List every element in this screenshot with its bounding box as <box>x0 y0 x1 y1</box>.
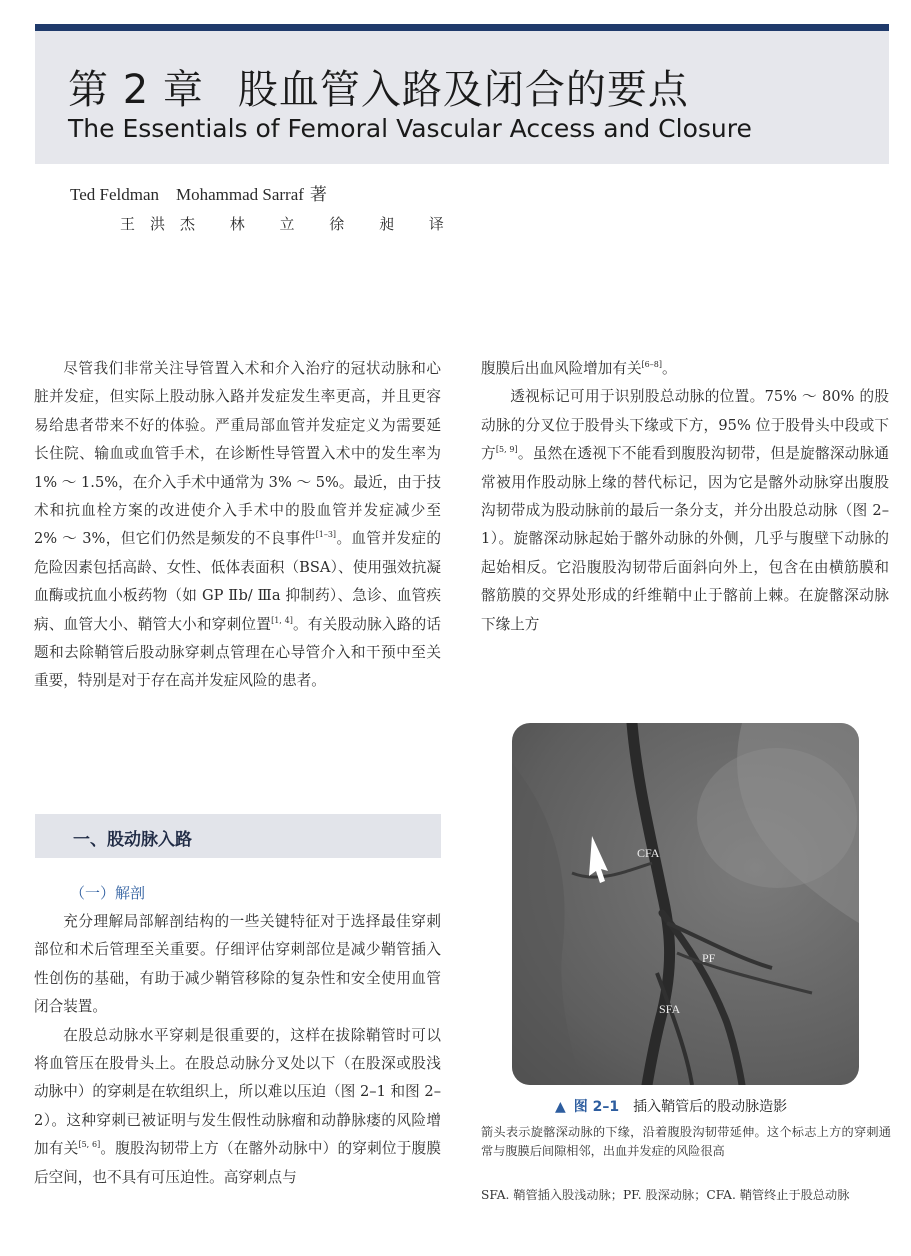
caption-title: 插入鞘管后的股动脉造影 <box>633 1099 788 1115</box>
cont-text: 腹膜后出血风险增加有关 <box>481 360 642 377</box>
paragraph-4 <box>481 383 889 639</box>
citation: [5, 6] <box>78 1140 101 1150</box>
p4-text-b: 。虽然在透视下不能看到腹股沟韧带，但是旋髂深动脉通常被用作股动脉上缘的替代标记，因为它是髂外动脉穿出腹股沟韧带成为股动脉前的最后一条分支，并分出股总动脉（图 2–1）。旋髂深动脉起始于髂外动脉的外侧，几乎与腹壁下动脉的起始相反。它沿腹股沟韧带后面斜向外上，包含在由横筋膜和髂筋膜的交界处形成的纤维鞘中止于髂前上棘。在旋髂深动脉下缘上方 <box>481 445 889 633</box>
left-column-bottom <box>34 908 441 1192</box>
p1-text-b: 。血管并发症的危险因素包括高龄、女性、低体表面积（BSA）、使用强效抗凝血酶或抗血小板药物（如 GP Ⅱb/ Ⅲa 抑制药）、急诊、血管疾病、血管大小、鞘管大小和穿刺位置 <box>34 530 441 633</box>
paragraph-1 <box>34 355 441 696</box>
p1-text-c: 。有关股动脉入路的话题和去除鞘管后股动脉穿刺点管理在心导管介入和干预中至关重要，特别是对于存在高并发症风险的患者。 <box>34 615 441 690</box>
citation: [1–3] <box>315 530 337 540</box>
caption-number: 图 2–1 <box>573 1099 620 1115</box>
chapter-title-cn <box>68 58 689 115</box>
paragraph-2: 充分理解局部解剖结构的一些关键特征对于选择最佳穿刺部位和术后管理至关重要。仔细评估穿刺部位是减少鞘管插入性创伤的基础，有助于减少鞘管移除的复杂性和安全使用血管闭合装置。 <box>34 913 441 1016</box>
subsection-heading: （一）解剖 <box>70 884 146 902</box>
label-cfa: CFA <box>637 846 660 860</box>
angiogram-image <box>512 723 859 1085</box>
label-pf: PF <box>702 951 716 965</box>
header-rule <box>35 24 889 31</box>
p3-text-b: 。腹股沟韧带上方（在髂外动脉中）的穿刺位于腹膜后空间，也不具有可压迫性。高穿刺点与 <box>34 1140 441 1186</box>
translators: 王洪杰 林 立 徐 昶 译 <box>120 215 459 233</box>
figure-note-2: SFA. 鞘管插入股浅动脉；PF. 股深动脉；CFA. 鞘管终止于股总动脉 <box>481 1188 850 1202</box>
cont-end: 。 <box>661 360 677 377</box>
citation: [1, 4] <box>271 615 293 625</box>
paragraph-continued <box>481 355 889 383</box>
p4-text-a: 透视标记可用于识别股总动脉的位置。75% ～ 80% 的股动脉的分叉位于股骨头下缘或下方，95% 位于股骨头中段或下方 <box>481 388 889 463</box>
chapter-number: 第 2 章 <box>68 67 204 113</box>
p1-text-a: 尽管我们非常关注导管置入术和介入治疗的冠状动脉和心脏并发症，但实际上股动脉入路并发症发生率更高，并且更容易给患者带来不好的体验。严重局部血管并发症定义为需要延长住院、输血或血管手术，在诊断性导管置入术中的发生率为 1% ～ 1.5%，在介入手术中通常为 3% ～ 5%。最近，由于技术和抗血栓方案的改进使介入手术中的股血管并发症减少至 2% ～ 3%，但它们仍然是频发的不良事件 <box>34 360 442 548</box>
left-column-top <box>34 355 441 696</box>
label-sfa: SFA <box>659 1002 681 1016</box>
citation: [6–8] <box>641 360 662 369</box>
paragraph-3 <box>34 1022 441 1192</box>
right-column <box>481 355 889 639</box>
caption-triangle-icon: ▲ <box>555 1099 566 1115</box>
chapter-title-text: 股血管入路及闭合的要点 <box>237 67 689 113</box>
author-names: Ted Feldman Mohammad Sarraf <box>70 185 304 204</box>
p3-text-a: 在股总动脉水平穿刺是很重要的，这样在拔除鞘管时可以将血管压在股骨头上。在股总动脉分叉处以下（在股深或股浅动脉中）的穿刺是在软组织上，所以难以压迫（图 2–1 和图 2–2）。这种穿刺已被证明与发生假性动脉瘤和动静脉瘘的风险增加有关 <box>34 1026 441 1158</box>
author-mark: 著 <box>309 185 327 205</box>
chapter-title-en: The Essentials of Femoral Vascular Access and Closure <box>68 114 752 143</box>
angiogram-drawing <box>512 723 859 1085</box>
section-title: 一、股动脉入路 <box>73 830 192 850</box>
figure-caption <box>555 1096 787 1116</box>
section-heading <box>35 814 441 858</box>
figure-note-1: 箭头表示旋髂深动脉的下缘，沿着腹股沟韧带延伸。这个标志上方的穿刺通常与腹膜后间隙相邻，出血并发症的风险很高 <box>481 1125 891 1158</box>
citation: [5, 9] <box>495 445 518 455</box>
authors <box>70 180 327 205</box>
